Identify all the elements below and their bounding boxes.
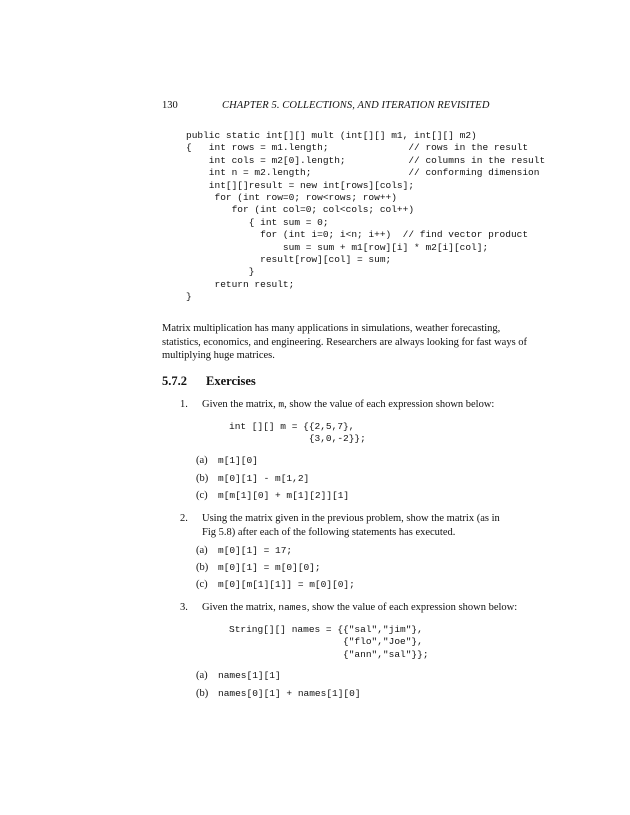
exercise-text: Fig 5.8) after each of the following statements has executed.	[202, 526, 456, 538]
code-line: return result;	[186, 278, 295, 290]
code-line: { int sum = 0;	[186, 216, 329, 228]
item-label: (b)	[196, 688, 209, 699]
item-expression: m[0][1] = 17;	[218, 545, 293, 556]
item-expression: m[1][0]	[218, 455, 258, 466]
exercise-text: Given the matrix,	[202, 602, 279, 613]
code-line: {"ann","sal"}};	[229, 648, 429, 660]
exercise-number: 3.	[180, 602, 188, 613]
item-label: (b)	[196, 562, 209, 573]
code-line: {"flo","Joe"},	[229, 636, 423, 648]
code-line: int[][]result = new int[rows][cols];	[186, 179, 415, 191]
code-line: sum = sum + m1[row][i] * m2[i][col];	[186, 241, 489, 253]
exercise-text: , show the value of each expression shown below:	[284, 399, 495, 410]
code-line: }	[186, 266, 255, 278]
item-expression: names[0][1] + names[1][0]	[218, 688, 361, 699]
running-title: CHAPTER 5. COLLECTIONS, AND ITERATION REVISITED	[222, 100, 490, 111]
inline-code: names	[278, 602, 307, 613]
exercise-2-prompt	[180, 512, 536, 539]
exercise-text: , show the value of each expression shown below:	[306, 602, 518, 613]
code-line: }	[186, 291, 192, 303]
exercise-2-item-a	[196, 545, 292, 556]
section-number: 5.7.2	[162, 374, 187, 388]
code-line: int n = m2.length; // conforming dimension	[186, 167, 540, 179]
item-label: (a)	[196, 545, 208, 556]
code-line: String[][] names = {{"sal","jim"},	[229, 624, 423, 635]
code-line: for (int row=0; row<rows; row++)	[186, 192, 397, 204]
code-line: int cols = m2[0].length; // columns in the result	[186, 154, 546, 166]
item-expression: m[m[1][0] + m[1][2]][1]	[218, 490, 350, 501]
exercise-1-item-a	[196, 455, 258, 466]
code-line: for (int col=0; col<cols; col++)	[186, 204, 415, 216]
exercise-2-item-c	[196, 579, 355, 590]
item-expression: m[0][1] - m[1,2]	[218, 473, 310, 484]
item-label: (c)	[196, 579, 208, 590]
item-label: (a)	[196, 670, 208, 681]
exercise-1-item-b	[196, 473, 309, 484]
item-expression: m[0][1] = m[0][0];	[218, 562, 321, 573]
page-number: 130	[162, 100, 178, 111]
item-label: (b)	[196, 473, 209, 484]
code-line: for (int i=0; i<n; i++) // find vector product	[186, 229, 529, 241]
code-line: public static int[][] mult (int[][] m1, int[][] m2)	[186, 130, 477, 141]
exercise-1-prompt	[180, 398, 494, 412]
exercise-3-code	[229, 624, 429, 661]
code-line: result[row][col] = sum;	[186, 254, 392, 266]
exercise-1-item-c	[196, 490, 349, 501]
item-expression: names[1][1]	[218, 670, 281, 681]
exercise-3-prompt	[180, 601, 517, 615]
exercise-1-code	[229, 421, 366, 446]
body-paragraph: Matrix multiplication has many applications in simulations, weather forecasting, statistics, economics, and engineering. Researchers are always looking for fast ways of multiplying huge matrices.	[162, 323, 528, 361]
exercise-text: Using the matrix given in the previous problem, show the matrix (as in	[202, 513, 500, 524]
item-expression: m[0][m[1][1]] = m[0][0];	[218, 579, 355, 590]
section-title: Exercises	[206, 374, 256, 388]
exercise-3-item-a	[196, 670, 281, 681]
inline-code: m	[278, 399, 285, 410]
exercise-number: 2.	[180, 513, 188, 524]
item-label: (a)	[196, 455, 208, 466]
code-listing-mult	[186, 130, 545, 304]
exercise-number: 1.	[180, 399, 188, 410]
code-line: {3,0,-2}};	[229, 433, 366, 445]
section-heading	[162, 374, 256, 389]
exercise-2-item-b	[196, 562, 321, 573]
code-line: { int rows = m1.length; // rows in the result	[186, 142, 529, 154]
exercise-text: Given the matrix,	[202, 399, 279, 410]
item-label: (c)	[196, 490, 208, 501]
exercise-3-item-b	[196, 688, 361, 699]
code-line: int [][] m = {{2,5,7},	[229, 421, 355, 432]
